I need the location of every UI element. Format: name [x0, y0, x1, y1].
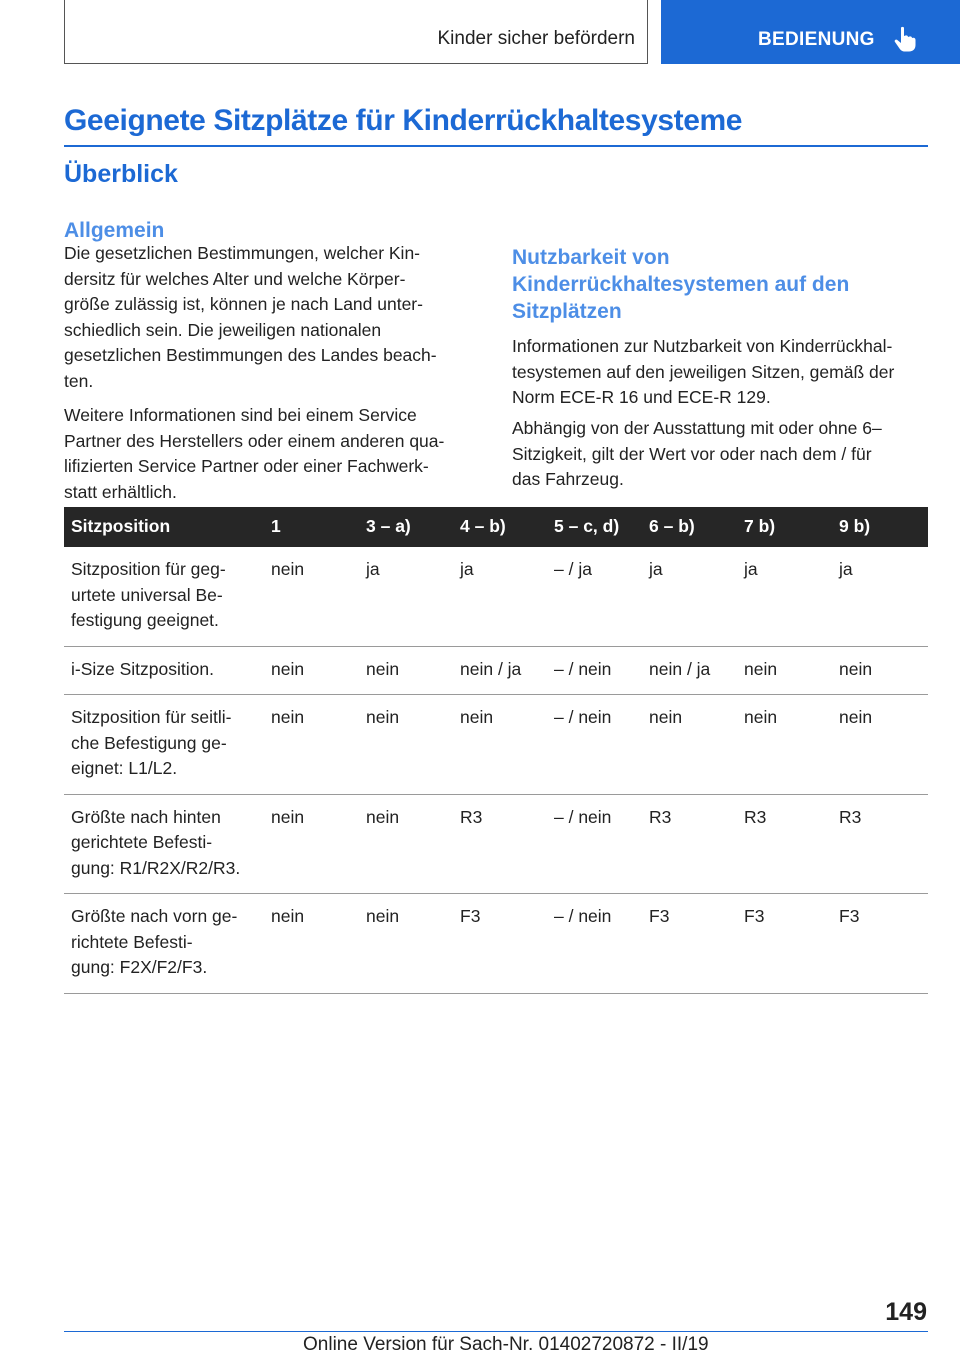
- table-cell: nein: [359, 646, 453, 695]
- table-header-cell: 5 – c, d): [547, 507, 642, 547]
- table-cell: nein: [264, 894, 359, 994]
- table-cell: nein: [264, 794, 359, 894]
- table-row: [64, 695, 928, 795]
- table-cell: F3: [453, 894, 547, 994]
- table-cell: R3: [737, 794, 832, 894]
- child-seat-table: [64, 507, 928, 994]
- table-cell: F3: [737, 894, 832, 994]
- title-rule: [64, 145, 928, 147]
- table-cell: Sitzposition für seitli- che Befestigung ge- eignet: L1/L2.: [64, 695, 264, 795]
- table-cell: ja: [359, 547, 453, 646]
- table-cell: nein: [359, 794, 453, 894]
- table-cell: – / nein: [547, 695, 642, 795]
- table-header-cell: 6 – b): [642, 507, 737, 547]
- right-paragraph-2: Abhängig von der Ausstattung mit oder ohne 6– Sitzigkeit, gilt der Wert vor oder nach dem / für das Fahrzeug.: [512, 418, 882, 489]
- table-cell: – / ja: [547, 547, 642, 646]
- right-paragraph-1: Informationen zur Nutzbarkeit von Kinderrückhal- tesystemen auf den jeweiligen Sitzen, gemäß der Norm ECE-R 16 und ECE-R 129.: [512, 336, 895, 407]
- header-section-title: Kinder sicher befördern: [437, 28, 635, 49]
- table-cell: nein: [737, 646, 832, 695]
- table-cell: nein: [264, 695, 359, 795]
- page-number: 149: [885, 1298, 927, 1326]
- table-header-cell: 7 b): [737, 507, 832, 547]
- table-cell: nein: [832, 695, 928, 795]
- table-header-row: [64, 507, 928, 547]
- left-paragraph-2: Weitere Informationen sind bei einem Service Partner des Herstellers oder einem anderen qua- lifizierten Service Partner oder einer Fachwerk- statt erhältlich.: [64, 405, 445, 502]
- table-cell: R3: [453, 794, 547, 894]
- table-cell: – / nein: [547, 794, 642, 894]
- page-title: Geeignete Sitzplätze für Kinderrückhaltesysteme: [64, 104, 743, 137]
- table-cell: nein: [642, 695, 737, 795]
- page-subtitle: Überblick: [64, 160, 178, 188]
- table-header-cell: Sitzposition: [64, 507, 264, 547]
- left-heading: Allgemein: [64, 219, 165, 242]
- table-row: [64, 794, 928, 894]
- table-cell: i-Size Sitzposition.: [64, 646, 264, 695]
- table-cell: F3: [642, 894, 737, 994]
- table-cell: R3: [832, 794, 928, 894]
- table-cell: – / nein: [547, 646, 642, 695]
- table-row: [64, 646, 928, 695]
- table-cell: F3: [832, 894, 928, 994]
- table-cell: nein: [264, 547, 359, 646]
- table-cell: ja: [453, 547, 547, 646]
- table-header-cell: 3 – a): [359, 507, 453, 547]
- table-cell: nein: [359, 695, 453, 795]
- table-cell: Größte nach vorn ge- richtete Befesti- gung: F2X/F2/F3.: [64, 894, 264, 994]
- footer-rule: [64, 1331, 928, 1332]
- table-cell: ja: [737, 547, 832, 646]
- table-row: [64, 547, 928, 646]
- table-cell: nein / ja: [453, 646, 547, 695]
- table-cell: ja: [642, 547, 737, 646]
- hand-pointer-icon: [893, 26, 917, 57]
- table-cell: Sitzposition für geg- urtete universal Be- festigung geeignet.: [64, 547, 264, 646]
- table-header-cell: 4 – b): [453, 507, 547, 547]
- right-heading: Nutzbarkeit von Kinderrückhaltesystemen auf den Sitzplätzen: [512, 246, 850, 323]
- table-cell: R3: [642, 794, 737, 894]
- table-cell: nein: [453, 695, 547, 795]
- table-header-cell: 1: [264, 507, 359, 547]
- table-cell: nein: [264, 646, 359, 695]
- table-cell: Größte nach hinten gerichtete Befesti- gung: R1/R2X/R2/R3.: [64, 794, 264, 894]
- table-cell: nein / ja: [642, 646, 737, 695]
- table-cell: ja: [832, 547, 928, 646]
- table-row: [64, 894, 928, 994]
- table-cell: nein: [832, 646, 928, 695]
- table-cell: nein: [737, 695, 832, 795]
- header-chapter-label: BEDIENUNG: [758, 29, 875, 50]
- header-section-box: [64, 0, 648, 64]
- left-paragraph-1: Die gesetzlichen Bestimmungen, welcher Kin- dersitz für welches Alter und welche Körper- größe zulässig ist, können je nach Land unter- schiedlich sein. Die jeweiligen nationalen gesetzlichen Bestimmungen des Landes beach- ten.: [64, 243, 437, 391]
- footer-version-text: Online Version für Sach-Nr. 01402720872 - II/19: [303, 1334, 709, 1355]
- table-cell: nein: [359, 894, 453, 994]
- table-cell: – / nein: [547, 894, 642, 994]
- header-chapter-tab[interactable]: [661, 0, 960, 64]
- table-header-cell: 9 b): [832, 507, 928, 547]
